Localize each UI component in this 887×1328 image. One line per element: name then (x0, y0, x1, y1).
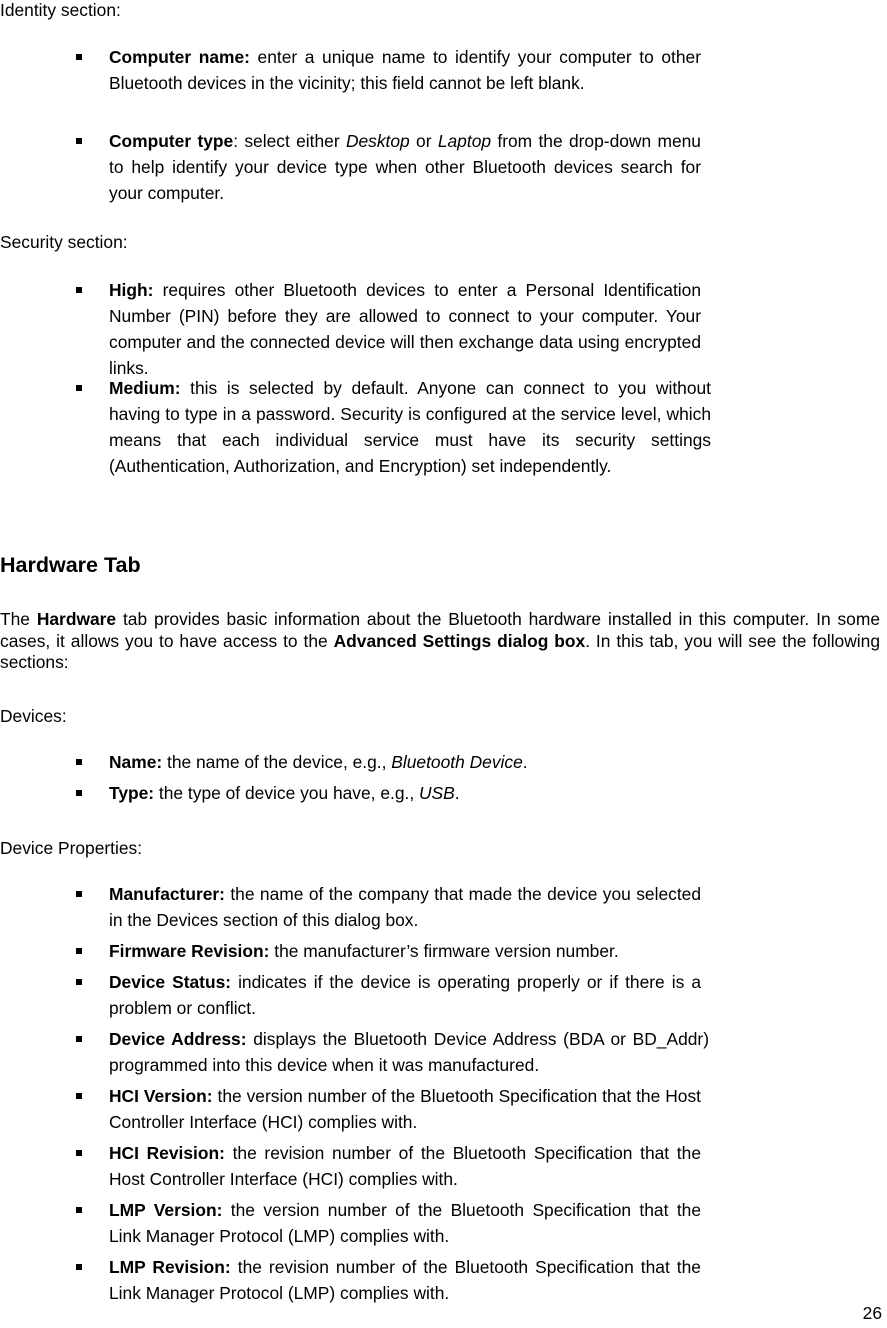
list-item (0, 375, 711, 479)
item-emphasis: Bluetooth Device (391, 752, 523, 772)
bullet-icon (76, 1264, 82, 1270)
bullet-icon (76, 54, 82, 60)
list-item (0, 1026, 709, 1083)
term-label: Device Status: (109, 972, 232, 992)
item-text: . (454, 783, 460, 803)
item-text: the version number of the Bluetooth Specification that the Host Controller Interface (HCI) complies with. (109, 1086, 701, 1132)
term-label: HCI Version: (109, 1086, 213, 1106)
list-item (0, 277, 701, 378)
item-text: the name of the device, e.g., (162, 752, 392, 772)
list-item (0, 881, 701, 938)
term-label: LMP Revision: (109, 1257, 231, 1277)
bullet-icon (76, 1207, 82, 1213)
list-item (0, 938, 887, 969)
bullet-icon (76, 385, 82, 391)
device-properties-list (0, 881, 887, 1306)
item-text: . (522, 752, 528, 772)
term-label: Computer type (109, 131, 234, 151)
hardware-tab-title: Hardware Tab (0, 553, 141, 577)
bullet-icon (76, 287, 82, 293)
bullet-icon (76, 759, 82, 765)
term-label: Manufacturer: (109, 884, 225, 904)
list-item (0, 1140, 701, 1197)
devices-list (0, 749, 887, 806)
security-section-heading: Security section: (0, 232, 128, 252)
intro-bold: Hardware (36, 609, 117, 629)
item-text: the revision number of the Bluetooth Specification that the Link Manager Protocol (LMP) complies with. (109, 1257, 701, 1303)
list-item (0, 1083, 701, 1140)
list-item (0, 969, 701, 1026)
intro-text: . In this tab, you will see the following sections: (0, 630, 880, 672)
device-properties-section-heading: Device Properties: (0, 838, 143, 858)
term-label: HCI Revision: (109, 1143, 225, 1163)
item-text: : select either (233, 131, 346, 151)
item-text: enter a unique name to identify your computer to other Bluetooth devices in the vicinity; this field cannot be left blank. (109, 47, 701, 93)
hardware-intro-paragraph (0, 609, 880, 674)
item-text: the name of the company that made the device you selected in the Devices section of this dialog box. (109, 884, 701, 930)
term-label: Computer name: (109, 47, 250, 67)
bullet-icon (76, 790, 82, 796)
page-number: 26 (862, 1303, 882, 1323)
devices-section-heading: Devices: (0, 706, 67, 726)
term-label: Name: (109, 752, 163, 772)
item-text: from the drop-down menu to help identify your device type when other Bluetooth devices search for your computer. (109, 131, 701, 203)
term-label: LMP Version: (109, 1200, 223, 1220)
item-emphasis: USB (419, 783, 455, 803)
term-label: Type: (109, 783, 155, 803)
bullet-icon (76, 138, 82, 144)
item-text: this is selected by default. Anyone can connect to you without having to type in a password. Security is configured at the service level, which means that each individual service must have its security settings (Authentication, Authorization, and Encryption) set independently. (109, 378, 711, 476)
bullet-icon (76, 1093, 82, 1099)
list-item (0, 44, 701, 128)
list-item (0, 749, 887, 780)
item-text: the revision number of the Bluetooth Specification that the Host Controller Interface (HCI) complies with. (109, 1143, 701, 1189)
security-list (0, 277, 887, 479)
list-item (0, 128, 701, 206)
list-item (0, 780, 887, 806)
item-text: requires other Bluetooth devices to enter a Personal Identification Number (PIN) before they are allowed to connect to your computer. Your computer and the connected device will then exchange data using encrypted links. (109, 280, 701, 378)
item-text: displays the Bluetooth Device Address (BDA or BD_Addr) programmed into this device when it was manufactured. (109, 1029, 709, 1075)
identity-section-heading: Identity section: (0, 0, 121, 20)
item-text: indicates if the device is operating properly or if there is a problem or conflict. (109, 972, 701, 1018)
list-item (0, 1197, 701, 1254)
item-text: the version number of the Bluetooth Specification that the Link Manager Protocol (LMP) complies with. (109, 1200, 701, 1246)
term-label: Device Address: (109, 1029, 247, 1049)
term-label: Firmware Revision: (109, 941, 270, 961)
bullet-icon (76, 1036, 82, 1042)
term-label: Medium: (109, 378, 181, 398)
item-emphasis: Desktop (345, 131, 410, 151)
item-emphasis: Laptop (437, 131, 492, 151)
intro-text: The (0, 609, 37, 629)
intro-bold: Advanced Settings dialog box (333, 630, 586, 651)
intro-text: tab provides basic information about the Bluetooth hardware installed in this computer. In some cases, it allows you to have access to the (0, 609, 880, 651)
term-label: High: (109, 280, 154, 300)
item-text: the manufacturer’s firmware version number. (269, 941, 619, 961)
bullet-icon (76, 948, 82, 954)
list-item (0, 1254, 701, 1306)
bullet-icon (76, 1150, 82, 1156)
item-text: or (409, 131, 438, 151)
bullet-icon (76, 891, 82, 897)
item-text: the type of device you have, e.g., (154, 783, 419, 803)
bullet-icon (76, 979, 82, 985)
identity-list (0, 44, 887, 206)
